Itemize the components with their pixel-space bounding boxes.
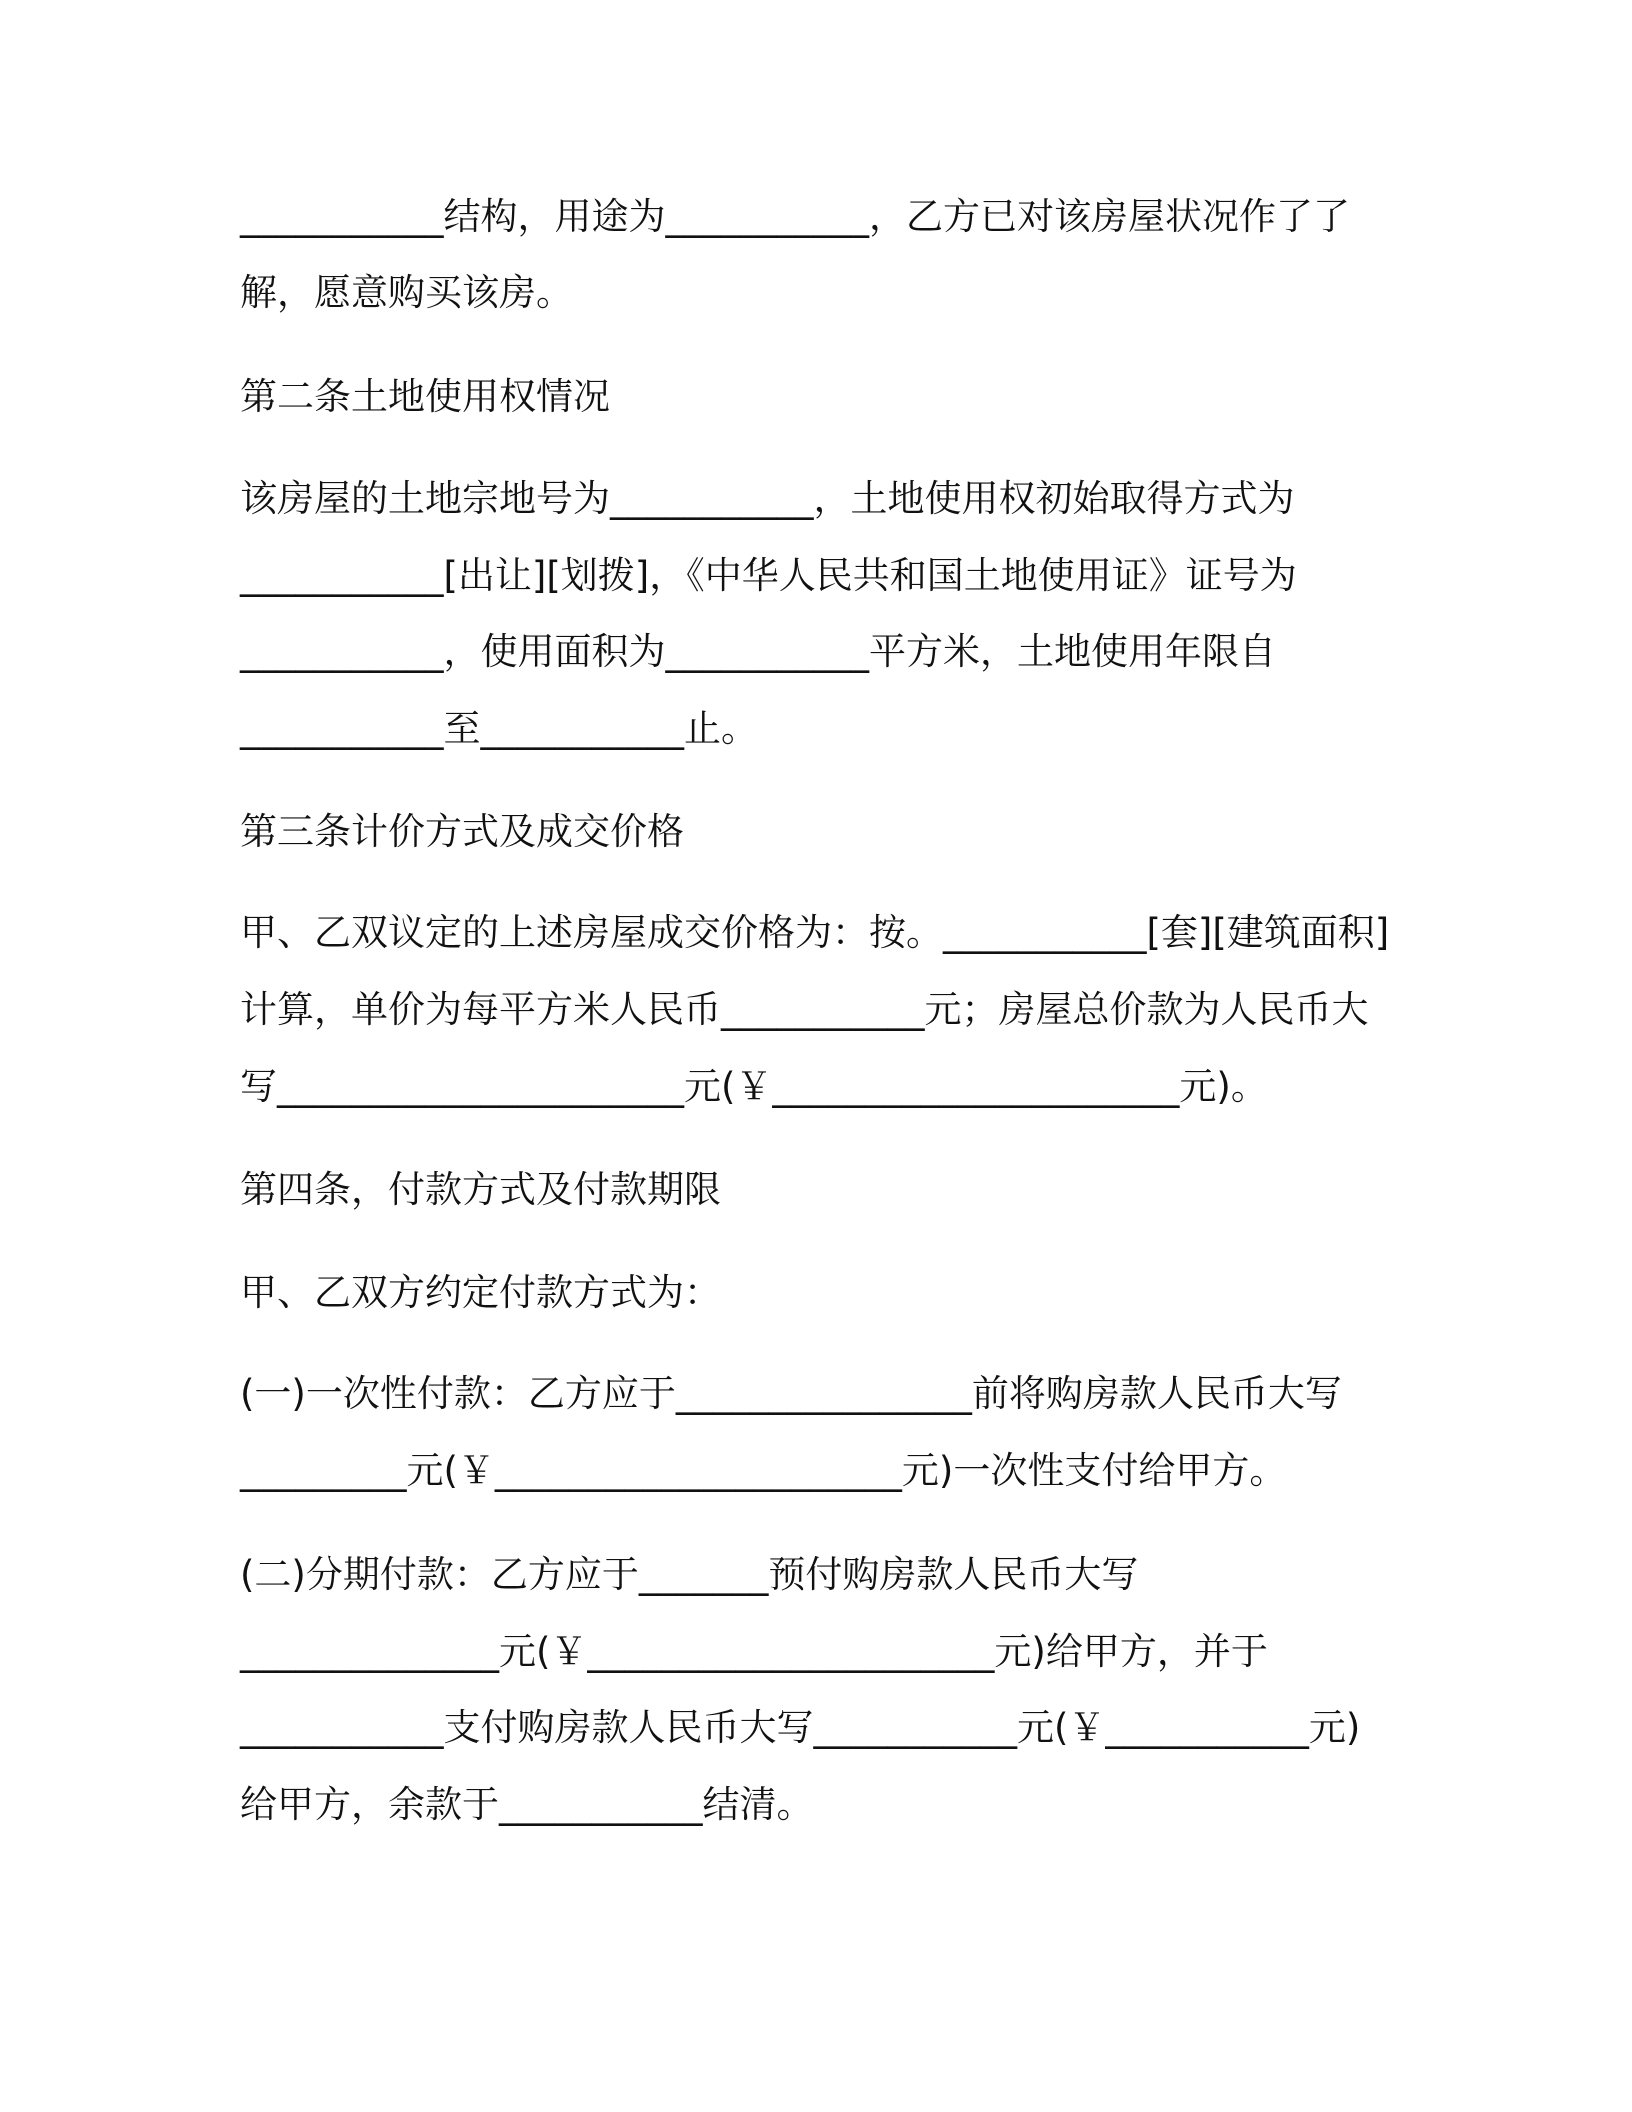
clause-2-line-4: ___________至___________止。 [240,707,758,750]
clause-4-installment-line-1: (二)分期付款：乙方应于_______预付购房款人民币大写 [240,1553,1139,1596]
clause-2-line-3: ___________，使用面积为___________平方米，土地使用年限自 [240,630,1276,673]
clause-4-lump-sum-line-2: _________元(￥______________________元)一次性支付给甲方。 [240,1449,1287,1492]
clause-3-line-1: 甲、乙双议定的上述房屋成交价格为：按。___________[套][建筑面积] [240,911,1390,954]
clause-4-installment-line-2: ______________元(￥______________________元)给甲方，并于 [240,1630,1268,1673]
clause-4-installment-line-3: ___________支付购房款人民币大写___________元(￥___________元) [240,1706,1361,1749]
clause-2-line-1: 该房屋的土地宗地号为___________，土地使用权初始取得方式为 [240,477,1295,520]
clause-4-intro: 甲、乙双方约定付款方式为： [240,1271,721,1314]
clause-1-purchase-line: 解，愿意购买该房。 [240,271,573,314]
clause-2-line-2: ___________[出让][划拨]，《中华人民共和国土地使用证》证号为 [240,554,1297,597]
clause-3-heading: 第三条计价方式及成交价格 [240,810,684,853]
clause-4-installment-line-4: 给甲方，余款于___________结清。 [240,1783,814,1826]
clause-4-lump-sum-line-1: (一)一次性付款：乙方应于________________前将购房款人民币大写 [240,1372,1342,1415]
clause-4-heading: 第四条，付款方式及付款期限 [240,1168,721,1211]
clause-3-line-3: 写______________________元(￥______________________元)。 [240,1065,1268,1108]
clause-1-structure-line: ___________结构，用途为___________，乙方已对该房屋状况作了了 [240,195,1350,238]
clause-3-line-2: 计算，单价为每平方米人民币___________元；房屋总价款为人民币大 [240,988,1369,1031]
clause-2-heading: 第二条土地使用权情况 [240,375,610,418]
